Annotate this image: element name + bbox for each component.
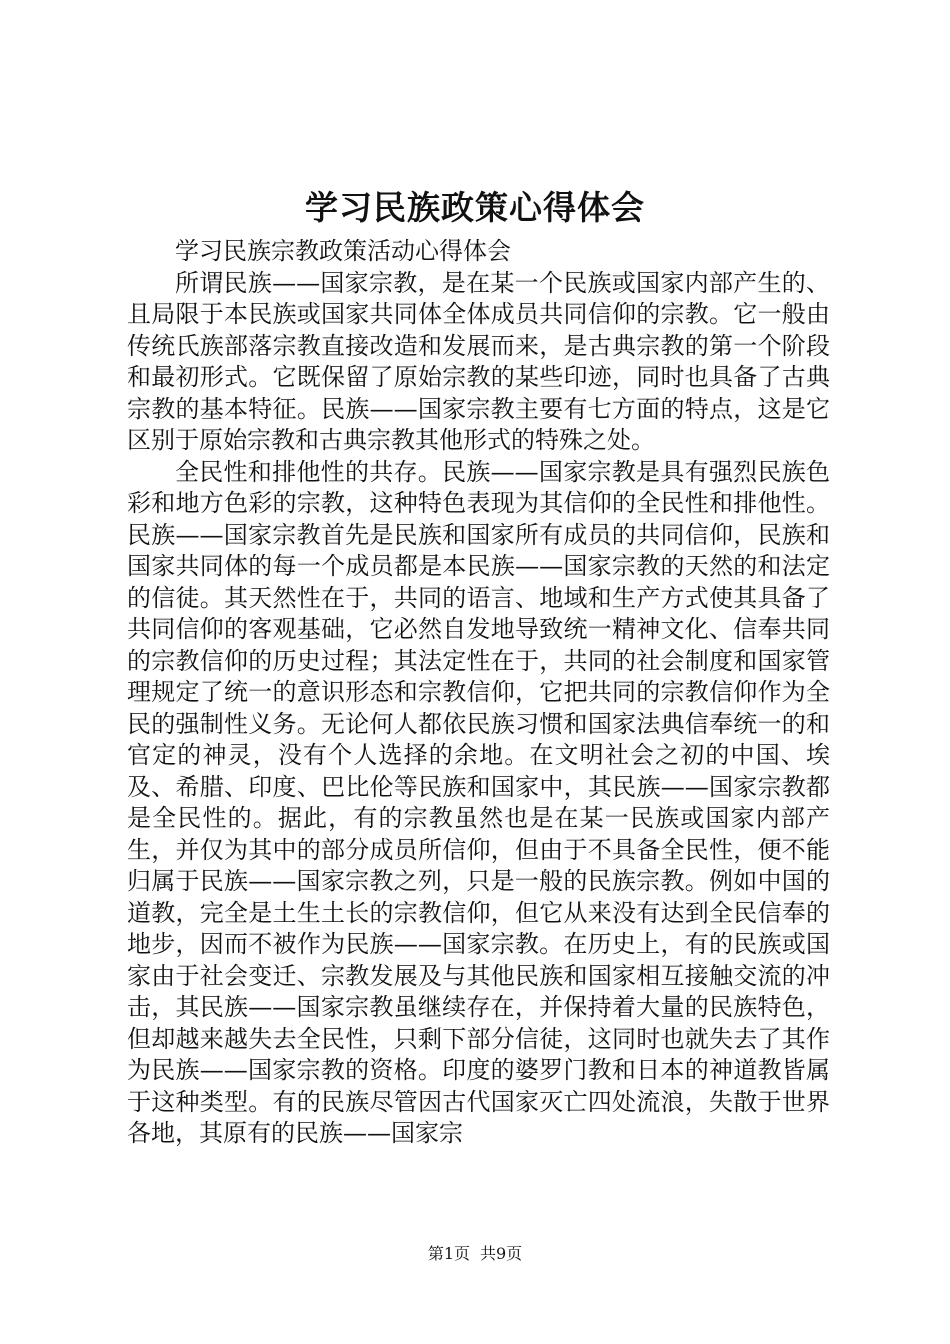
document-subtitle: 学习民族宗教政策活动心得体会 — [175, 237, 511, 265]
page-total: 共9页 — [480, 1244, 523, 1263]
page-number: 第1页 — [427, 1244, 470, 1263]
document-title: 学习民族政策心得体会 — [305, 188, 645, 227]
page-footer — [0, 1242, 950, 1266]
paragraph: 所谓民族——国家宗教，是在某一个民族或国家内部产生的、且局限于本民族或国家共同体全体成员共同信仰的宗教。它一般由传统氏族部落宗教直接改造和发展而来，是古典宗教的第一个阶段和最初形式。它既保留了原始宗教的某些印迹，同时也具备了古典宗教的基本特征。民族——国家宗教主要有七方面的特点，这是它区别于原始宗教和古典宗教其他形式的特殊之处。 — [127, 268, 830, 454]
document-body — [127, 236, 830, 1150]
paragraph: 全民性和排他性的共存。民族——国家宗教是具有强烈民族色彩和地方色彩的宗教，这种特色表现为其信仰的全民性和排他性。民族——国家宗教首先是民族和国家所有成员的共同信仰，民族和国家共同体的每一个成员都是本民族——国家宗教的天然的和法定的信徒。其天然性在于，共同的语言、地域和生产方式使其具备了共同信仰的客观基础，它必然自发地导致统一精神文化、信奉共同的宗教信仰的历史过程；其法定性在于，共同的社会制度和国家管理规定了统一的意识形态和宗教信仰，它把共同的宗教信仰作为全民的强制性义务。无论何人都依民族习惯和国家法典信奉统一的和官定的神灵，没有个人选择的余地。在文明社会之初的中国、埃及、希腊、印度、巴比伦等民族和国家中，其民族——国家宗教都是全民性的。据此，有的宗教虽然也是在某一民族或国家内部产生，并仅为其中的部分成员所信仰，但由于不具备全民性，便不能归属于民族——国家宗教之列，只是一般的民族宗教。例如中国的道教，完全是土生土长的宗教信仰，但它从来没有达到全民信奉的地步，因而不被作为民族——国家宗教。在历史上，有的民族或国家由于社会变迁、宗教发展及与其他民族和国家相互接触交流的冲击，其民族——国家宗教虽继续存在，并保持着大量的民族特色，但却越来越失去全民性，只剩下部分信徒，这同时也就失去了其作为民族——国家宗教的资格。印度的婆罗门教和日本的神道教皆属于这种类型。有的民族尽管因古代国家灭亡四处流浪，失散于世界各地，其原有的民族——国家宗 — [127, 457, 830, 1147]
